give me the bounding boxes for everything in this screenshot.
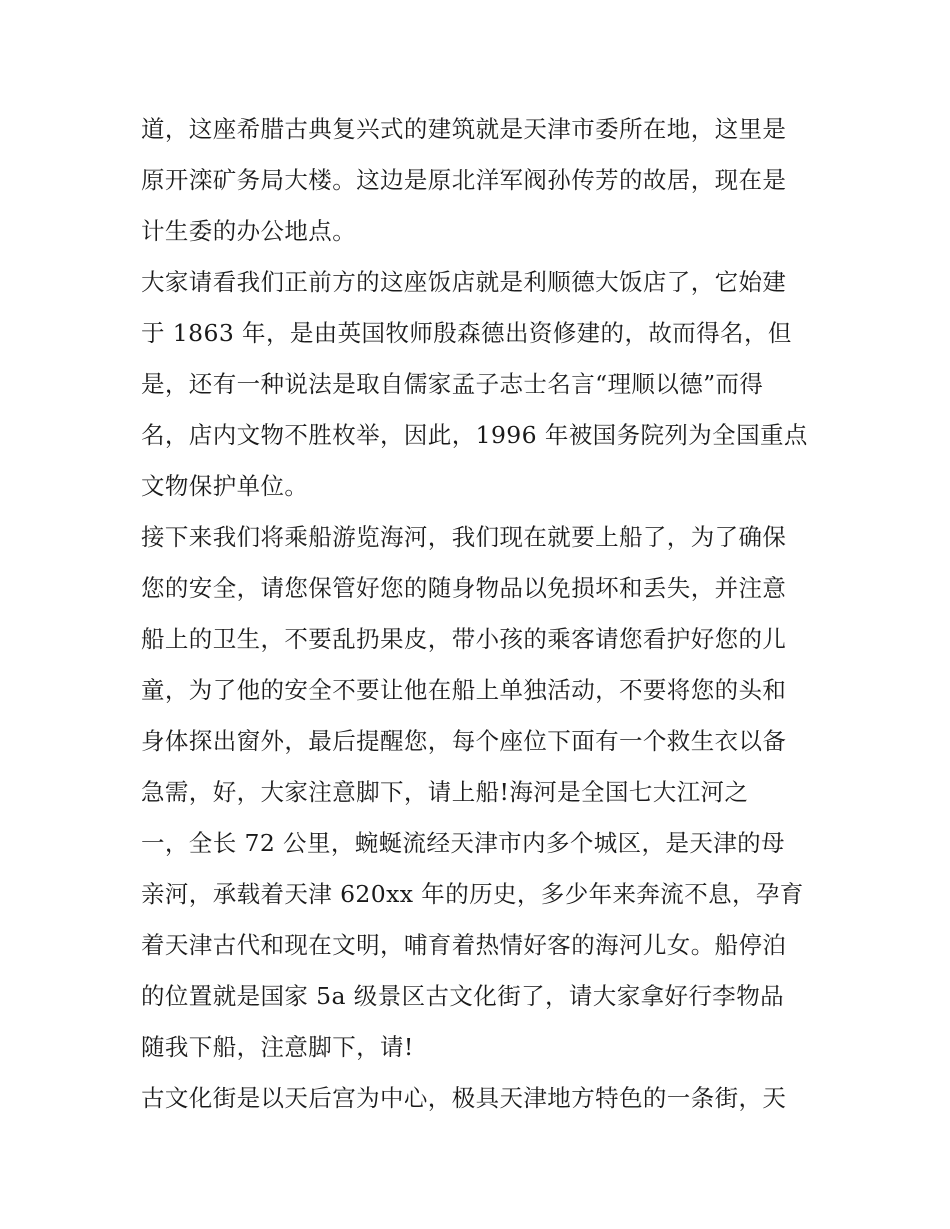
text-line: 名，店内文物不胜枚举，因此，1996 年被国务院列为全国重点 [141, 421, 808, 449]
text-line: 是，还有一种说法是取自儒家孟子志士名言“理顺以德”而得 [141, 370, 764, 398]
text-line: 船上的卫生，不要乱扔果皮，带小孩的乘客请您看护好您的儿 [141, 625, 787, 653]
body-text [141, 104, 821, 1124]
text-line: 亲河，承载着天津 620xx 年的历史，多少年来奔流不息，孕育 [141, 880, 804, 908]
text-line: 于 1863 年，是由英国牧师殷森德出资修建的，故而得名，但 [141, 319, 792, 347]
text-line: 身体探出窗外，最后提醒您，每个座位下面有一个救生衣以备 [141, 727, 787, 755]
text-line: 一，全长 72 公里，蜿蜒流经天津市内多个城区，是天津的母 [141, 829, 785, 857]
text-line: 随我下船，注意脚下，请! [141, 1033, 414, 1061]
text-line: 大家请看我们正前方的这座饭店就是利顺德大饭店了，它始建 [141, 268, 787, 296]
text-line: 古文化街是以天后宫为中心，极具天津地方特色的一条街，天 [141, 1084, 787, 1112]
text-line: 着天津古代和现在文明，哺育着热情好客的海河儿女。船停泊 [141, 931, 787, 959]
text-line: 的位置就是国家 5a 级景区古文化街了，请大家拿好行李物品 [141, 982, 785, 1010]
text-line: 童，为了他的安全不要让他在船上单独活动，不要将您的头和 [141, 676, 787, 704]
text-line: 接下来我们将乘船游览海河，我们现在就要上船了，为了确保 [141, 523, 787, 551]
text-line: 计生委的办公地点。 [141, 217, 357, 245]
text-line: 原开滦矿务局大楼。这边是原北洋军阀孙传芳的故居，现在是 [141, 166, 787, 194]
text-line: 道，这座希腊古典复兴式的建筑就是天津市委所在地，这里是 [141, 115, 787, 143]
text-line: 您的安全，请您保管好您的随身物品以免损坏和丢失，并注意 [141, 574, 787, 602]
text-line: 文物保护单位。 [141, 472, 309, 500]
text-line: 急需，好，大家注意脚下，请上船!海河是全国七大江河之 [141, 778, 749, 806]
